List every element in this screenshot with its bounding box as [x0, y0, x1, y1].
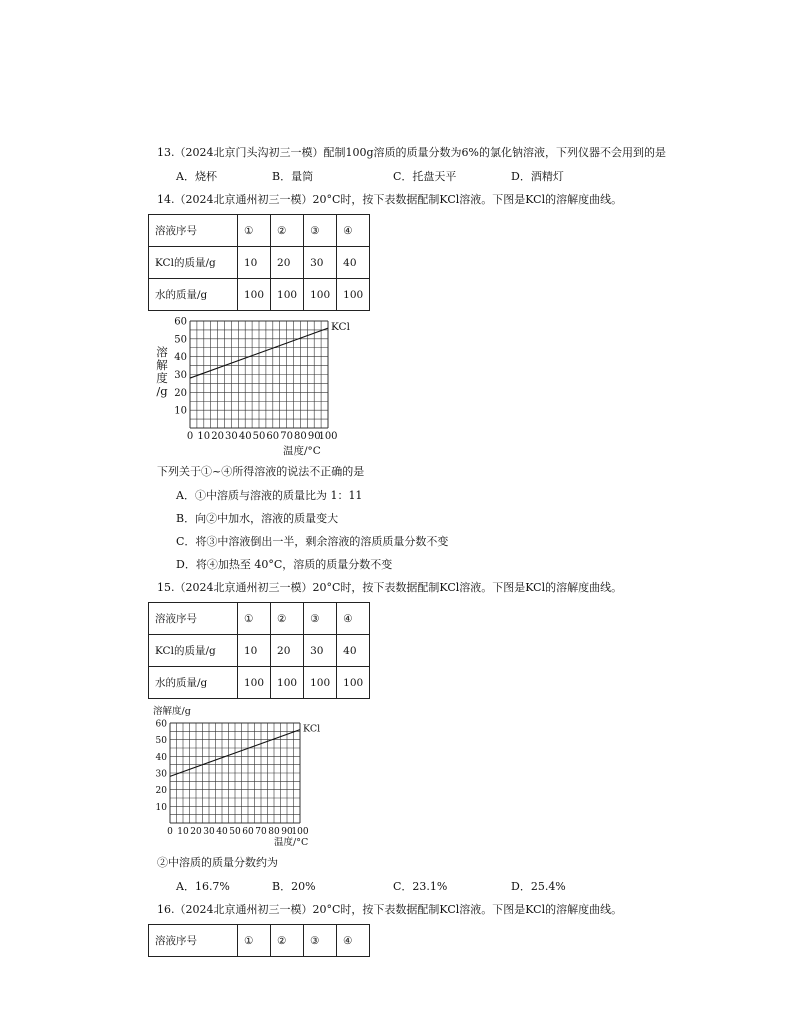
q15-option-c: C．23.1% [393, 880, 448, 893]
q13-option-c: C．托盘天平 [393, 170, 457, 183]
q14-question: 下列关于①~④所得溶液的说法不正确的是 [157, 465, 365, 478]
q15-stem: 15.（2024北京通州初三一模）20°C时，按下表数据配制KCl溶液。下图是KCl的溶解度曲线。 [157, 581, 623, 594]
table-cell: 40 [337, 635, 370, 667]
y-tick-label: 30 [155, 769, 167, 780]
q15-table [148, 602, 370, 699]
table-cell: 100 [271, 667, 304, 699]
y-tick-label: 20 [174, 387, 187, 399]
x-tick-label: 60 [266, 431, 280, 442]
q13-option-a: A．烧杯 [176, 170, 217, 183]
x-tick-label: 0 [167, 827, 173, 837]
table-cell: 溶液序号 [149, 925, 238, 957]
q14-table [148, 214, 370, 311]
q15-question: ②中溶质的质量分数约为 [157, 856, 278, 869]
q13-stem: 13.（2024北京门头沟初三一模）配制100g溶质的质量分数为6%的氯化钠溶液，下列仪器不会用到的是 [157, 146, 666, 159]
table-cell: ① [238, 215, 271, 247]
x-tick-label: 90 [307, 431, 321, 442]
q16-table [148, 924, 370, 957]
x-tick-label: 10 [197, 431, 211, 442]
table-cell: ④ [337, 925, 370, 957]
table-cell: 10 [238, 635, 271, 667]
q15-solubility-chart [148, 702, 368, 850]
y-tick-label: 50 [155, 736, 167, 747]
q13-option-d: D．酒精灯 [511, 170, 564, 183]
q14-option-b: B．向②中加水，溶液的质量变大 [176, 512, 339, 525]
y-axis-label-char: /g [156, 384, 168, 398]
table-cell: 100 [304, 279, 337, 311]
y-axis-label-char: 溶 [156, 345, 168, 359]
y-tick-label: 60 [155, 719, 167, 730]
x-tick-label: 80 [268, 827, 280, 837]
x-tick-label: 30 [203, 827, 215, 837]
table-cell: ② [271, 215, 304, 247]
table-cell: ③ [304, 925, 337, 957]
table-cell: 溶液序号 [149, 603, 238, 635]
y-tick-label: 10 [155, 802, 167, 813]
table-cell: ① [238, 603, 271, 635]
y-tick-label: 40 [155, 752, 167, 763]
series-label-kcl: KCl [303, 723, 321, 735]
x-tick-label: 20 [211, 431, 224, 442]
table-row [149, 279, 370, 311]
x-tick-label: 0 [186, 431, 194, 442]
y-tick-label: 50 [174, 334, 187, 346]
table-cell: ④ [337, 215, 370, 247]
x-tick-label: 70 [280, 431, 293, 442]
table-cell: ① [238, 925, 271, 957]
table-cell: ② [271, 603, 304, 635]
table-cell: 100 [304, 667, 337, 699]
q14-option-d: D．将④加热至 40°C，溶质的质量分数不变 [176, 558, 393, 571]
x-axis-label: 温度/°C [283, 445, 321, 457]
y-axis-label-char: 解 [156, 358, 168, 372]
table-cell: 100 [337, 667, 370, 699]
x-tick-label: 40 [238, 431, 252, 442]
table-row [149, 925, 370, 957]
x-tick-label: 100 [318, 431, 338, 442]
table-cell: ③ [304, 603, 337, 635]
table-cell: 溶液序号 [149, 215, 238, 247]
table-row [149, 667, 370, 699]
x-tick-label: 90 [281, 827, 293, 837]
table-cell: 100 [238, 279, 271, 311]
table-cell: KCl的质量/g [149, 247, 238, 279]
table-cell: 40 [337, 247, 370, 279]
table-cell: 100 [337, 279, 370, 311]
x-tick-label: 100 [291, 827, 309, 837]
y-tick-label: 20 [155, 786, 167, 797]
y-tick-label: 10 [174, 405, 187, 417]
q16-stem: 16.（2024北京通州初三一模）20°C时，按下表数据配制KCl溶液。下图是KCl的溶解度曲线。 [157, 903, 623, 916]
table-cell: 30 [304, 635, 337, 667]
table-row [149, 247, 370, 279]
y-axis-label-char: 度 [156, 371, 168, 385]
q14-option-a: A．①中溶质与溶液的质量比为 1：11 [176, 489, 363, 502]
q14-stem: 14.（2024北京通州初三一模）20°C时，按下表数据配制KCl溶液。下图是KCl的溶解度曲线。 [157, 193, 623, 206]
x-tick-label: 60 [242, 827, 254, 837]
x-tick-label: 70 [255, 827, 267, 837]
table-cell: 20 [271, 635, 304, 667]
q15-option-a: A．16.7% [176, 880, 230, 893]
q15-option-b: B．20% [272, 880, 316, 893]
series-label-kcl: KCl [331, 321, 350, 334]
table-cell: ④ [337, 603, 370, 635]
y-axis-label: 溶解度/g [153, 706, 191, 717]
x-tick-label: 50 [229, 827, 241, 837]
table-cell: 30 [304, 247, 337, 279]
x-tick-label: 80 [294, 431, 307, 442]
table-cell: 100 [238, 667, 271, 699]
y-tick-label: 40 [174, 352, 187, 364]
table-cell: 水的质量/g [149, 667, 238, 699]
table-row [149, 635, 370, 667]
table-cell: 100 [271, 279, 304, 311]
y-tick-label: 60 [174, 316, 187, 328]
table-cell: ③ [304, 215, 337, 247]
q15-option-d: D．25.4% [511, 880, 566, 893]
table-cell: 水的质量/g [149, 279, 238, 311]
x-tick-label: 40 [216, 827, 228, 837]
x-tick-label: 50 [252, 431, 266, 442]
table-cell: 20 [271, 247, 304, 279]
y-tick-label: 30 [174, 370, 187, 381]
x-tick-label: 20 [190, 827, 202, 837]
table-cell: ② [271, 925, 304, 957]
x-axis-label: 温度/°C [274, 837, 309, 848]
x-tick-label: 10 [177, 827, 189, 837]
table-cell: 10 [238, 247, 271, 279]
q13-option-b: B．量筒 [272, 170, 314, 183]
table-cell: KCl的质量/g [149, 635, 238, 667]
table-row [149, 215, 370, 247]
q14-option-c: C．将③中溶液倒出一半，剩余溶液的溶质质量分数不变 [176, 535, 449, 548]
q14-solubility-chart [148, 314, 368, 460]
x-tick-label: 30 [225, 431, 238, 442]
table-row [149, 603, 370, 635]
